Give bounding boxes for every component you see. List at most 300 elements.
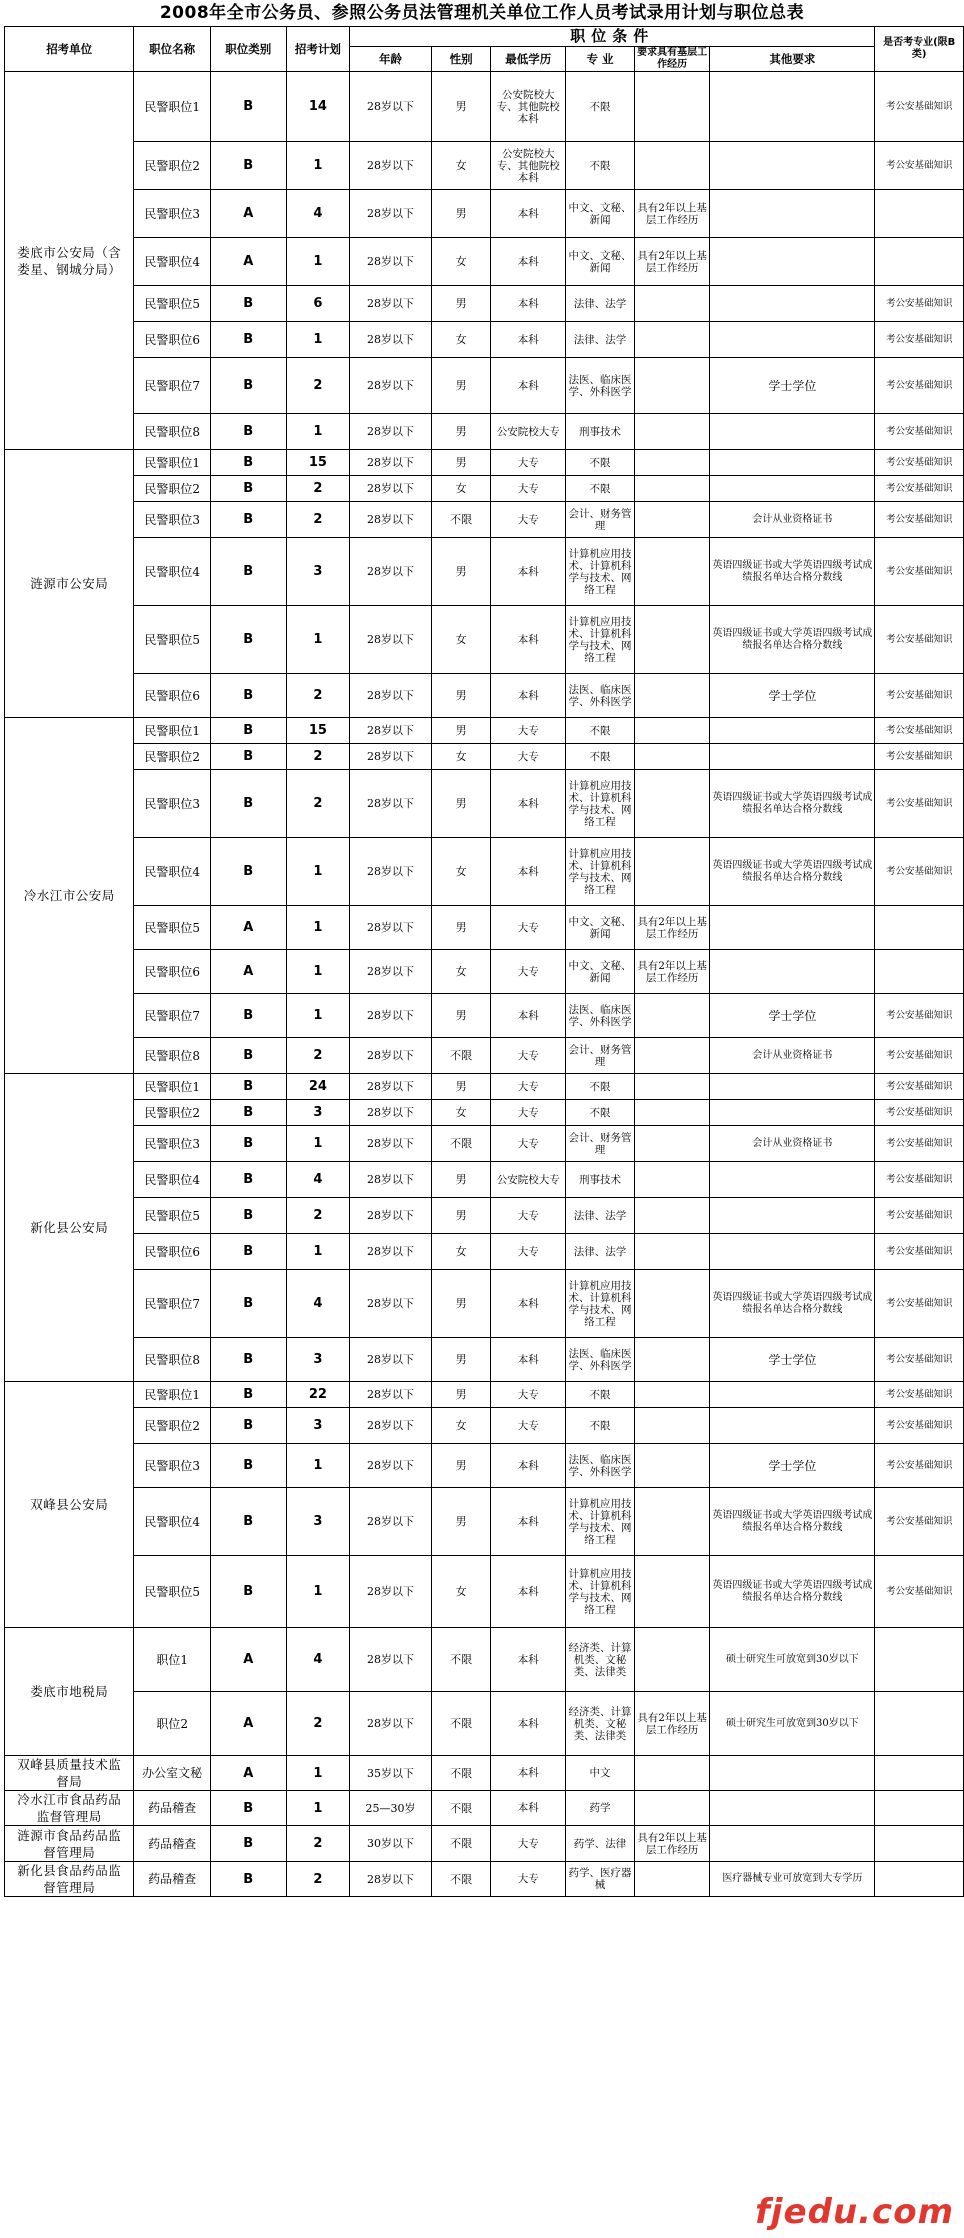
position-category: B	[210, 322, 286, 358]
position-name: 民警职位1	[134, 1382, 211, 1408]
gender-requirement: 男	[431, 1198, 491, 1234]
min-education: 大专	[491, 476, 566, 502]
professional-exam: 考公安基础知识	[875, 1408, 964, 1444]
position-name: 民警职位2	[134, 1100, 211, 1126]
experience-requirement	[634, 72, 710, 142]
age-requirement: 28岁以下	[350, 1198, 432, 1234]
gender-requirement: 男	[431, 906, 491, 950]
position-category: B	[210, 1408, 286, 1444]
recruit-count: 2	[286, 1826, 350, 1862]
min-education: 本科	[491, 1556, 566, 1628]
other-requirement	[710, 322, 875, 358]
position-category: B	[210, 1488, 286, 1556]
major-requirement: 计算机应用技术、计算机科学与技术、网络工程	[566, 538, 635, 606]
position-name: 民警职位2	[134, 476, 211, 502]
other-requirement	[710, 1162, 875, 1198]
major-requirement: 经济类、计算机类、文秘类、法律类	[566, 1628, 635, 1692]
gender-requirement: 女	[431, 606, 491, 674]
table-row	[5, 1692, 964, 1756]
table-row	[5, 476, 964, 502]
position-category: B	[210, 538, 286, 606]
other-requirement	[710, 744, 875, 770]
professional-exam: 考公安基础知识	[875, 538, 964, 606]
gender-requirement: 不限	[431, 502, 491, 538]
age-requirement: 28岁以下	[350, 286, 432, 322]
professional-exam: 考公安基础知识	[875, 718, 964, 744]
major-requirement: 法医、临床医学、外科医学	[566, 1338, 635, 1382]
major-requirement: 不限	[566, 718, 635, 744]
header-age: 年龄	[350, 47, 432, 72]
gender-requirement: 女	[431, 142, 491, 190]
position-name: 民警职位7	[134, 1270, 211, 1338]
gender-requirement: 女	[431, 238, 491, 286]
position-name: 民警职位6	[134, 322, 211, 358]
position-name: 民警职位8	[134, 1038, 211, 1074]
table-row	[5, 674, 964, 718]
other-requirement	[710, 1408, 875, 1444]
age-requirement: 28岁以下	[350, 994, 432, 1038]
header-unit: 招考单位	[5, 27, 134, 72]
other-requirement	[710, 906, 875, 950]
professional-exam: 考公安基础知识	[875, 1126, 964, 1162]
age-requirement: 28岁以下	[350, 1126, 432, 1162]
min-education: 大专	[491, 1100, 566, 1126]
gender-requirement: 女	[431, 476, 491, 502]
position-name: 民警职位3	[134, 502, 211, 538]
min-education: 大专	[491, 718, 566, 744]
other-requirement: 硕士研究生可放宽到30岁以下	[710, 1628, 875, 1692]
professional-exam: 考公安基础知识	[875, 1100, 964, 1126]
min-education: 本科	[491, 770, 566, 838]
experience-requirement	[634, 502, 710, 538]
min-education: 本科	[491, 606, 566, 674]
position-name: 民警职位3	[134, 1444, 211, 1488]
recruit-count: 3	[286, 538, 350, 606]
other-requirement: 英语四级证书或大学英语四级考试成绩报名单达合格分数线	[710, 538, 875, 606]
professional-exam: 考公安基础知识	[875, 1234, 964, 1270]
other-requirement	[710, 286, 875, 322]
min-education: 本科	[491, 1692, 566, 1756]
position-name: 民警职位2	[134, 1408, 211, 1444]
min-education: 大专	[491, 1126, 566, 1162]
professional-exam: 考公安基础知识	[875, 1382, 964, 1408]
professional-exam	[875, 190, 964, 238]
major-requirement: 中文、文秘、新闻	[566, 238, 635, 286]
position-category: A	[210, 906, 286, 950]
experience-requirement	[634, 450, 710, 476]
position-category: B	[210, 286, 286, 322]
recruit-count: 1	[286, 1444, 350, 1488]
age-requirement: 28岁以下	[350, 1862, 432, 1897]
position-name: 民警职位5	[134, 1556, 211, 1628]
professional-exam	[875, 906, 964, 950]
table-row	[5, 1074, 964, 1100]
position-category: A	[210, 1756, 286, 1791]
professional-exam: 考公安基础知识	[875, 286, 964, 322]
other-requirement: 学士学位	[710, 1444, 875, 1488]
major-requirement: 药学	[566, 1791, 635, 1826]
position-category: B	[210, 476, 286, 502]
gender-requirement: 男	[431, 674, 491, 718]
recruit-count: 14	[286, 72, 350, 142]
gender-requirement: 不限	[431, 1692, 491, 1756]
age-requirement: 28岁以下	[350, 906, 432, 950]
major-requirement: 计算机应用技术、计算机科学与技术、网络工程	[566, 606, 635, 674]
other-requirement: 医疗器械专业可放宽到大专学历	[710, 1862, 875, 1897]
position-category: B	[210, 450, 286, 476]
experience-requirement	[634, 1126, 710, 1162]
other-requirement	[710, 450, 875, 476]
position-category: B	[210, 1074, 286, 1100]
major-requirement: 计算机应用技术、计算机科学与技术、网络工程	[566, 1488, 635, 1556]
experience-requirement	[634, 1408, 710, 1444]
experience-requirement	[634, 770, 710, 838]
recruit-count: 1	[286, 950, 350, 994]
recruiting-unit: 涟源市食品药品监督管理局	[5, 1826, 134, 1862]
professional-exam: 考公安基础知识	[875, 1556, 964, 1628]
major-requirement: 不限	[566, 1100, 635, 1126]
header-exp: 要求具有基层工作经历	[634, 47, 710, 72]
position-category: B	[210, 718, 286, 744]
experience-requirement	[634, 538, 710, 606]
position-name: 职位2	[134, 1692, 211, 1756]
other-requirement: 学士学位	[710, 994, 875, 1038]
table-row	[5, 1234, 964, 1270]
position-name: 民警职位5	[134, 286, 211, 322]
recruiting-unit: 冷水江市食品药品监督管理局	[5, 1791, 134, 1826]
experience-requirement	[634, 1162, 710, 1198]
experience-requirement	[634, 1100, 710, 1126]
other-requirement	[710, 1100, 875, 1126]
recruit-count: 22	[286, 1382, 350, 1408]
professional-exam: 考公安基础知识	[875, 606, 964, 674]
major-requirement: 会计、财务管理	[566, 1038, 635, 1074]
experience-requirement	[634, 1270, 710, 1338]
header-count: 招考计划	[286, 27, 350, 72]
min-education: 本科	[491, 190, 566, 238]
gender-requirement: 男	[431, 1270, 491, 1338]
min-education: 本科	[491, 838, 566, 906]
min-education: 公安院校大专、其他院校本科	[491, 142, 566, 190]
position-name: 民警职位6	[134, 674, 211, 718]
major-requirement: 法医、临床医学、外科医学	[566, 674, 635, 718]
other-requirement: 会计从业资格证书	[710, 1038, 875, 1074]
gender-requirement: 不限	[431, 1628, 491, 1692]
experience-requirement	[634, 1038, 710, 1074]
age-requirement: 28岁以下	[350, 1444, 432, 1488]
position-category: B	[210, 358, 286, 414]
other-requirement: 英语四级证书或大学英语四级考试成绩报名单达合格分数线	[710, 1270, 875, 1338]
major-requirement: 中文、文秘、新闻	[566, 190, 635, 238]
recruit-count: 1	[286, 1234, 350, 1270]
professional-exam: 考公安基础知识	[875, 450, 964, 476]
position-name: 民警职位1	[134, 718, 211, 744]
other-requirement	[710, 142, 875, 190]
table-row	[5, 994, 964, 1038]
major-requirement: 法律、法学	[566, 1198, 635, 1234]
position-category: B	[210, 1038, 286, 1074]
recruit-count: 1	[286, 838, 350, 906]
gender-requirement: 女	[431, 838, 491, 906]
recruiting-unit: 涟源市公安局	[5, 450, 134, 718]
age-requirement: 28岁以下	[350, 476, 432, 502]
recruitment-table	[4, 26, 964, 1897]
gender-requirement: 男	[431, 1074, 491, 1100]
other-requirement: 学士学位	[710, 1338, 875, 1382]
recruit-count: 2	[286, 1862, 350, 1897]
experience-requirement	[634, 358, 710, 414]
experience-requirement: 具有2年以上基层工作经历	[634, 1826, 710, 1862]
other-requirement	[710, 1826, 875, 1862]
age-requirement: 28岁以下	[350, 1488, 432, 1556]
recruiting-unit: 娄底市地税局	[5, 1628, 134, 1756]
professional-exam: 考公安基础知识	[875, 744, 964, 770]
experience-requirement: 具有2年以上基层工作经历	[634, 190, 710, 238]
position-name: 民警职位2	[134, 744, 211, 770]
major-requirement: 药学、医疗器械	[566, 1862, 635, 1897]
age-requirement: 28岁以下	[350, 72, 432, 142]
min-education: 本科	[491, 358, 566, 414]
age-requirement: 28岁以下	[350, 838, 432, 906]
position-name: 民警职位8	[134, 1338, 211, 1382]
major-requirement: 中文、文秘、新闻	[566, 906, 635, 950]
table-row	[5, 538, 964, 606]
major-requirement: 法医、临床医学、外科医学	[566, 358, 635, 414]
position-category: A	[210, 1628, 286, 1692]
table-row	[5, 1038, 964, 1074]
experience-requirement	[634, 142, 710, 190]
age-requirement: 28岁以下	[350, 142, 432, 190]
position-name: 民警职位8	[134, 414, 211, 450]
age-requirement: 28岁以下	[350, 770, 432, 838]
professional-exam	[875, 950, 964, 994]
min-education: 公安院校大专	[491, 1162, 566, 1198]
gender-requirement: 不限	[431, 1756, 491, 1791]
major-requirement: 不限	[566, 1074, 635, 1100]
recruit-count: 24	[286, 1074, 350, 1100]
experience-requirement: 具有2年以上基层工作经历	[634, 238, 710, 286]
recruit-count: 2	[286, 1692, 350, 1756]
gender-requirement: 男	[431, 1488, 491, 1556]
min-education: 本科	[491, 238, 566, 286]
age-requirement: 28岁以下	[350, 538, 432, 606]
gender-requirement: 女	[431, 1234, 491, 1270]
age-requirement: 28岁以下	[350, 1338, 432, 1382]
experience-requirement	[634, 1556, 710, 1628]
experience-requirement	[634, 1791, 710, 1826]
professional-exam	[875, 1862, 964, 1897]
position-name: 民警职位6	[134, 1234, 211, 1270]
recruit-count: 4	[286, 1162, 350, 1198]
recruit-count: 1	[286, 238, 350, 286]
gender-requirement: 女	[431, 1408, 491, 1444]
age-requirement: 28岁以下	[350, 1556, 432, 1628]
major-requirement: 刑事技术	[566, 1162, 635, 1198]
gender-requirement: 女	[431, 1100, 491, 1126]
min-education: 大专	[491, 1074, 566, 1100]
position-name: 民警职位1	[134, 1074, 211, 1100]
min-education: 本科	[491, 538, 566, 606]
other-requirement: 会计从业资格证书	[710, 502, 875, 538]
gender-requirement: 女	[431, 1556, 491, 1628]
professional-exam	[875, 1756, 964, 1791]
major-requirement: 计算机应用技术、计算机科学与技术、网络工程	[566, 770, 635, 838]
position-name: 民警职位1	[134, 450, 211, 476]
professional-exam: 考公安基础知识	[875, 994, 964, 1038]
other-requirement: 英语四级证书或大学英语四级考试成绩报名单达合格分数线	[710, 770, 875, 838]
min-education: 大专	[491, 1826, 566, 1862]
experience-requirement	[634, 838, 710, 906]
professional-exam: 考公安基础知识	[875, 322, 964, 358]
min-education: 大专	[491, 950, 566, 994]
age-requirement: 28岁以下	[350, 1162, 432, 1198]
table-row	[5, 190, 964, 238]
gender-requirement: 不限	[431, 1862, 491, 1897]
min-education: 大专	[491, 502, 566, 538]
experience-requirement	[634, 1198, 710, 1234]
experience-requirement	[634, 994, 710, 1038]
position-category: B	[210, 1126, 286, 1162]
professional-exam: 考公安基础知识	[875, 1488, 964, 1556]
position-name: 药品稽查	[134, 1862, 211, 1897]
table-row	[5, 1382, 964, 1408]
major-requirement: 不限	[566, 744, 635, 770]
recruit-count: 1	[286, 1556, 350, 1628]
experience-requirement	[634, 606, 710, 674]
recruit-count: 2	[286, 1038, 350, 1074]
header-conditions: 职位条件	[350, 27, 875, 47]
age-requirement: 28岁以下	[350, 1270, 432, 1338]
professional-exam: 考公安基础知识	[875, 142, 964, 190]
table-body	[5, 72, 964, 1897]
experience-requirement	[634, 1234, 710, 1270]
header-extra: 是否考专业(限B类)	[875, 27, 964, 72]
professional-exam	[875, 238, 964, 286]
position-category: B	[210, 142, 286, 190]
table-row	[5, 1408, 964, 1444]
experience-requirement	[634, 322, 710, 358]
position-category: B	[210, 744, 286, 770]
age-requirement: 25—30岁	[350, 1791, 432, 1826]
header-position: 职位名称	[134, 27, 211, 72]
table-row	[5, 1198, 964, 1234]
table-row	[5, 906, 964, 950]
position-category: B	[210, 1100, 286, 1126]
min-education: 大专	[491, 1862, 566, 1897]
professional-exam	[875, 1628, 964, 1692]
age-requirement: 28岁以下	[350, 674, 432, 718]
min-education: 本科	[491, 1270, 566, 1338]
experience-requirement	[634, 1628, 710, 1692]
recruiting-unit: 双峰县公安局	[5, 1382, 134, 1628]
major-requirement: 法医、临床医学、外科医学	[566, 1444, 635, 1488]
age-requirement: 28岁以下	[350, 322, 432, 358]
other-requirement	[710, 238, 875, 286]
recruiting-unit: 新化县食品药品监督管理局	[5, 1862, 134, 1897]
major-requirement: 不限	[566, 142, 635, 190]
other-requirement	[710, 1234, 875, 1270]
position-name: 职位1	[134, 1628, 211, 1692]
age-requirement: 28岁以下	[350, 744, 432, 770]
professional-exam: 考公安基础知识	[875, 358, 964, 414]
position-name: 药品稽查	[134, 1791, 211, 1826]
position-category: B	[210, 502, 286, 538]
position-name: 民警职位4	[134, 538, 211, 606]
age-requirement: 28岁以下	[350, 238, 432, 286]
table-row	[5, 838, 964, 906]
experience-requirement	[634, 744, 710, 770]
other-requirement	[710, 72, 875, 142]
age-requirement: 28岁以下	[350, 450, 432, 476]
gender-requirement: 男	[431, 1444, 491, 1488]
table-row	[5, 1444, 964, 1488]
age-requirement: 28岁以下	[350, 414, 432, 450]
position-name: 民警职位5	[134, 906, 211, 950]
experience-requirement: 具有2年以上基层工作经历	[634, 1692, 710, 1756]
major-requirement: 会计、财务管理	[566, 502, 635, 538]
major-requirement: 法律、法学	[566, 1234, 635, 1270]
age-requirement: 28岁以下	[350, 1100, 432, 1126]
position-name: 药品稽查	[134, 1826, 211, 1862]
table-row	[5, 1100, 964, 1126]
gender-requirement: 女	[431, 744, 491, 770]
experience-requirement	[634, 1488, 710, 1556]
age-requirement: 28岁以下	[350, 950, 432, 994]
professional-exam: 考公安基础知识	[875, 72, 964, 142]
table-row	[5, 1338, 964, 1382]
other-requirement: 英语四级证书或大学英语四级考试成绩报名单达合格分数线	[710, 1556, 875, 1628]
position-name: 民警职位1	[134, 72, 211, 142]
gender-requirement: 男	[431, 718, 491, 744]
professional-exam: 考公安基础知识	[875, 1074, 964, 1100]
other-requirement	[710, 1074, 875, 1100]
gender-requirement: 男	[431, 770, 491, 838]
position-category: A	[210, 190, 286, 238]
position-category: B	[210, 414, 286, 450]
experience-requirement	[634, 286, 710, 322]
header-major: 专 业	[566, 47, 635, 72]
recruit-count: 3	[286, 1408, 350, 1444]
professional-exam: 考公安基础知识	[875, 770, 964, 838]
min-education: 本科	[491, 1444, 566, 1488]
min-education: 公安院校大专、其他院校本科	[491, 72, 566, 142]
table-row	[5, 358, 964, 414]
major-requirement: 中文、文秘、新闻	[566, 950, 635, 994]
recruiting-unit: 娄底市公安局（含娄星、钢城分局）	[5, 72, 134, 450]
position-category: B	[210, 1162, 286, 1198]
table-row	[5, 450, 964, 476]
recruiting-unit: 双峰县质量技术监督局	[5, 1756, 134, 1791]
experience-requirement: 具有2年以上基层工作经历	[634, 906, 710, 950]
major-requirement: 不限	[566, 450, 635, 476]
table-row	[5, 744, 964, 770]
position-name: 民警职位5	[134, 1198, 211, 1234]
position-category: B	[210, 1791, 286, 1826]
recruit-count: 1	[286, 1126, 350, 1162]
min-education: 本科	[491, 674, 566, 718]
header-category: 职位类别	[210, 27, 286, 72]
recruit-count: 1	[286, 142, 350, 190]
major-requirement: 计算机应用技术、计算机科学与技术、网络工程	[566, 1556, 635, 1628]
age-requirement: 28岁以下	[350, 606, 432, 674]
table-row	[5, 718, 964, 744]
age-requirement: 28岁以下	[350, 1692, 432, 1756]
major-requirement: 会计、财务管理	[566, 1126, 635, 1162]
header-other: 其他要求	[710, 47, 875, 72]
age-requirement: 30岁以下	[350, 1826, 432, 1862]
recruit-count: 4	[286, 190, 350, 238]
other-requirement	[710, 1756, 875, 1791]
